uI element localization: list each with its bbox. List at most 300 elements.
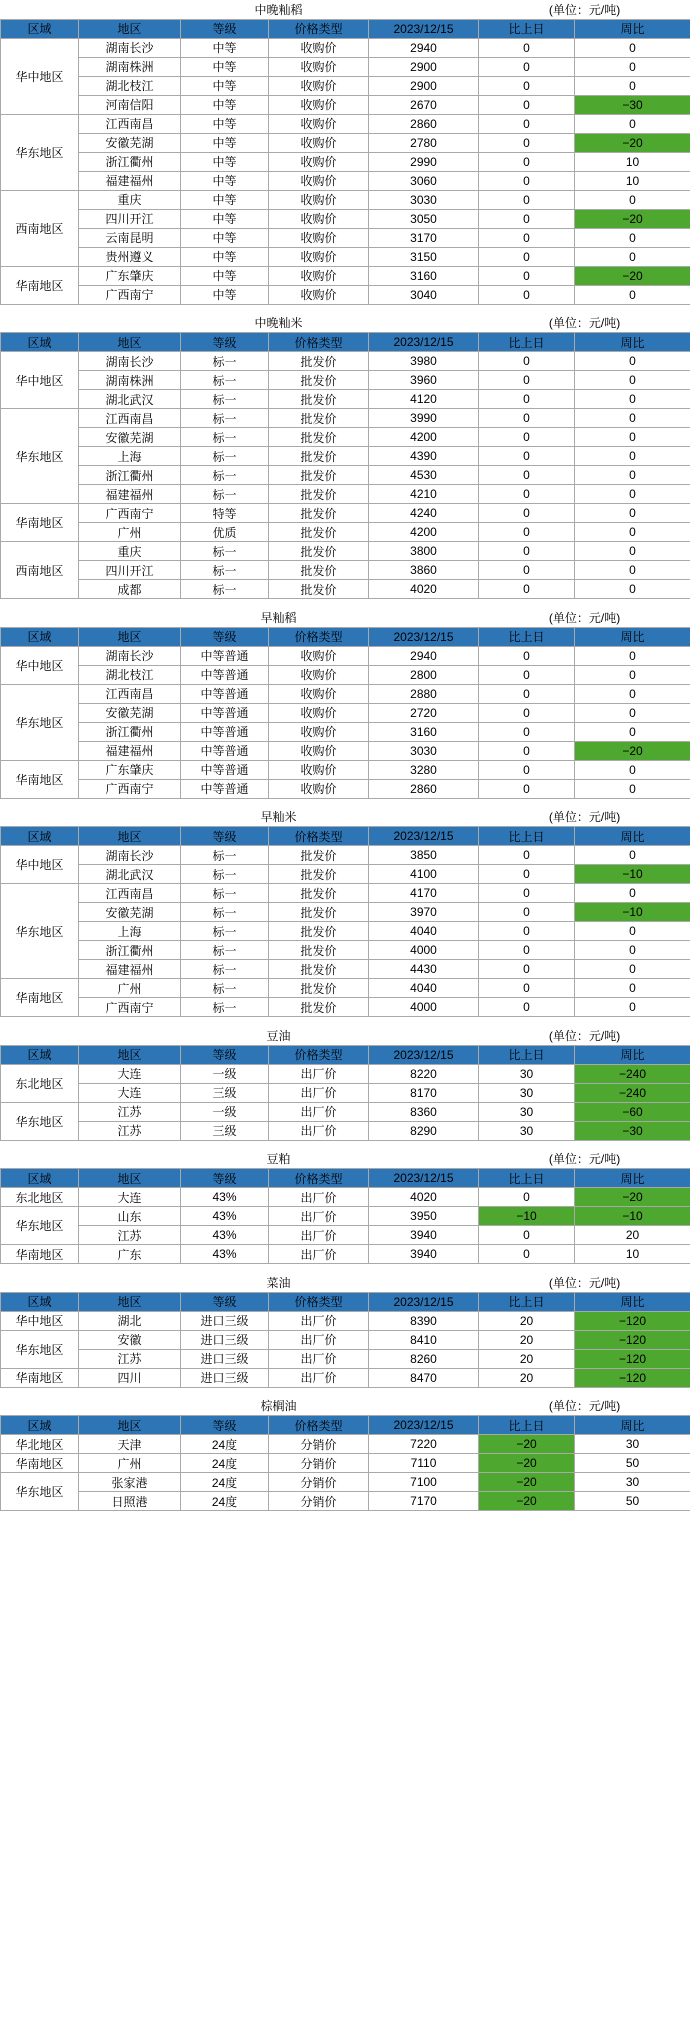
area-cell: 江西南昌 bbox=[79, 409, 181, 428]
price-cell: 3950 bbox=[369, 1207, 479, 1226]
area-cell: 广西南宁 bbox=[79, 504, 181, 523]
table-row bbox=[1, 941, 690, 960]
day-change-cell: 0 bbox=[479, 57, 575, 76]
table-title-row bbox=[1, 808, 690, 827]
column-header: 价格类型 bbox=[269, 1045, 369, 1064]
column-header: 价格类型 bbox=[269, 1416, 369, 1435]
table-row bbox=[1, 133, 690, 152]
price-type-cell: 分销价 bbox=[269, 1435, 369, 1454]
price-cell: 3280 bbox=[369, 760, 479, 779]
price-cell: 4170 bbox=[369, 884, 479, 903]
column-header: 区域 bbox=[1, 1416, 79, 1435]
column-header: 区域 bbox=[1, 1045, 79, 1064]
week-change-cell: 0 bbox=[575, 561, 690, 580]
day-change-cell: 0 bbox=[479, 960, 575, 979]
grade-cell: 一级 bbox=[181, 1064, 269, 1083]
table-row bbox=[1, 846, 690, 865]
price-type-cell: 收购价 bbox=[269, 266, 369, 285]
price-cell: 3150 bbox=[369, 247, 479, 266]
week-change-cell: 0 bbox=[575, 941, 690, 960]
day-change-cell: 0 bbox=[479, 865, 575, 884]
area-cell: 江苏 bbox=[79, 1121, 181, 1140]
column-header: 地区 bbox=[79, 19, 181, 38]
grade-cell: 标一 bbox=[181, 979, 269, 998]
price-type-cell: 批发价 bbox=[269, 865, 369, 884]
table-row bbox=[1, 646, 690, 665]
column-header: 等级 bbox=[181, 827, 269, 846]
week-change-cell: 10 bbox=[575, 152, 690, 171]
area-cell: 湖南长沙 bbox=[79, 352, 181, 371]
table-row bbox=[1, 703, 690, 722]
day-change-cell: 0 bbox=[479, 561, 575, 580]
area-cell: 广东 bbox=[79, 1245, 181, 1264]
day-change-cell: 30 bbox=[479, 1121, 575, 1140]
table-header-row bbox=[1, 1169, 690, 1188]
table-row bbox=[1, 561, 690, 580]
day-change-cell: 0 bbox=[479, 722, 575, 741]
price-cell: 2800 bbox=[369, 665, 479, 684]
region-cell: 华南地区 bbox=[1, 1454, 79, 1473]
table-row bbox=[1, 1083, 690, 1102]
area-cell: 贵州遵义 bbox=[79, 247, 181, 266]
week-change-cell: 0 bbox=[575, 684, 690, 703]
day-change-cell: 0 bbox=[479, 1245, 575, 1264]
grade-cell: 中等 bbox=[181, 171, 269, 190]
grade-cell: 标一 bbox=[181, 561, 269, 580]
price-cell: 4530 bbox=[369, 466, 479, 485]
grade-cell: 三级 bbox=[181, 1083, 269, 1102]
column-header: 地区 bbox=[79, 627, 181, 646]
week-change-cell: 0 bbox=[575, 760, 690, 779]
grade-cell: 进口三级 bbox=[181, 1368, 269, 1387]
price-cell: 2860 bbox=[369, 779, 479, 798]
commodity-title: 菜油 bbox=[266, 1275, 291, 1290]
column-header: 地区 bbox=[79, 333, 181, 352]
table-row bbox=[1, 779, 690, 798]
grade-cell: 中等 bbox=[181, 152, 269, 171]
table-row bbox=[1, 1207, 690, 1226]
column-header: 周比 bbox=[575, 627, 690, 646]
commodity-title: 豆油 bbox=[266, 1028, 291, 1043]
price-type-cell: 批发价 bbox=[269, 998, 369, 1017]
table-row bbox=[1, 1121, 690, 1140]
area-cell: 湖南株洲 bbox=[79, 371, 181, 390]
price-type-cell: 收购价 bbox=[269, 285, 369, 304]
area-cell: 安徽芜湖 bbox=[79, 428, 181, 447]
week-change-cell: 30 bbox=[575, 1473, 690, 1492]
week-change-cell: −20 bbox=[575, 741, 690, 760]
table-row bbox=[1, 665, 690, 684]
region-cell: 华南地区 bbox=[1, 760, 79, 798]
week-change-cell: 0 bbox=[575, 466, 690, 485]
grade-cell: 标一 bbox=[181, 485, 269, 504]
price-type-cell: 出厂价 bbox=[269, 1102, 369, 1121]
price-type-cell: 收购价 bbox=[269, 114, 369, 133]
region-cell: 华中地区 bbox=[1, 1311, 79, 1330]
day-change-cell: 0 bbox=[479, 979, 575, 998]
column-header: 区域 bbox=[1, 1292, 79, 1311]
price-cell: 4020 bbox=[369, 580, 479, 599]
column-header: 地区 bbox=[79, 1292, 181, 1311]
day-change-cell: 0 bbox=[479, 38, 575, 57]
area-cell: 湖北枝江 bbox=[79, 665, 181, 684]
table-row bbox=[1, 884, 690, 903]
price-type-cell: 批发价 bbox=[269, 580, 369, 599]
region-cell: 华南地区 bbox=[1, 1368, 79, 1387]
column-header: 周比 bbox=[575, 1045, 690, 1064]
title-spacer bbox=[1, 1397, 79, 1416]
commodity-title: 中晚籼米 bbox=[254, 316, 303, 331]
week-change-cell: −120 bbox=[575, 1330, 690, 1349]
column-header: 比上日 bbox=[479, 19, 575, 38]
week-change-cell: 0 bbox=[575, 38, 690, 57]
table-row bbox=[1, 390, 690, 409]
price-cell: 3030 bbox=[369, 741, 479, 760]
week-change-cell: −240 bbox=[575, 1064, 690, 1083]
grade-cell: 标一 bbox=[181, 865, 269, 884]
title-spacer bbox=[1, 0, 79, 19]
week-change-cell: −20 bbox=[575, 1188, 690, 1207]
grade-cell: 24度 bbox=[181, 1435, 269, 1454]
area-cell: 湖北 bbox=[79, 1311, 181, 1330]
price-type-cell: 收购价 bbox=[269, 190, 369, 209]
table-title-row bbox=[1, 1273, 690, 1292]
table-row bbox=[1, 580, 690, 599]
price-type-cell: 批发价 bbox=[269, 960, 369, 979]
price-cell: 3160 bbox=[369, 266, 479, 285]
column-header: 价格类型 bbox=[269, 627, 369, 646]
week-change-cell: 0 bbox=[575, 504, 690, 523]
day-change-cell: 20 bbox=[479, 1368, 575, 1387]
column-header: 区域 bbox=[1, 627, 79, 646]
area-cell: 广州 bbox=[79, 523, 181, 542]
week-change-cell: −10 bbox=[575, 1207, 690, 1226]
table-row bbox=[1, 266, 690, 285]
price-cell: 2900 bbox=[369, 57, 479, 76]
grade-cell: 中等 bbox=[181, 114, 269, 133]
day-change-cell: 0 bbox=[479, 1226, 575, 1245]
price-type-cell: 批发价 bbox=[269, 447, 369, 466]
price-type-cell: 批发价 bbox=[269, 561, 369, 580]
region-cell: 华南地区 bbox=[1, 1245, 79, 1264]
day-change-cell: 0 bbox=[479, 133, 575, 152]
area-cell: 安徽芜湖 bbox=[79, 703, 181, 722]
day-change-cell: 0 bbox=[479, 266, 575, 285]
price-type-cell: 出厂价 bbox=[269, 1083, 369, 1102]
week-change-cell: 0 bbox=[575, 884, 690, 903]
day-change-cell: 0 bbox=[479, 285, 575, 304]
grade-cell: 24度 bbox=[181, 1473, 269, 1492]
table-row bbox=[1, 371, 690, 390]
table-row bbox=[1, 722, 690, 741]
grade-cell: 一级 bbox=[181, 1102, 269, 1121]
week-change-cell: 0 bbox=[575, 409, 690, 428]
price-type-cell: 出厂价 bbox=[269, 1064, 369, 1083]
price-type-cell: 出厂价 bbox=[269, 1245, 369, 1264]
area-cell: 福建福州 bbox=[79, 485, 181, 504]
price-cell: 3800 bbox=[369, 542, 479, 561]
region-cell: 华东地区 bbox=[1, 1330, 79, 1368]
price-type-cell: 出厂价 bbox=[269, 1226, 369, 1245]
day-change-cell: 0 bbox=[479, 247, 575, 266]
grade-cell: 标一 bbox=[181, 447, 269, 466]
week-change-cell: 0 bbox=[575, 485, 690, 504]
area-cell: 福建福州 bbox=[79, 741, 181, 760]
price-type-cell: 收购价 bbox=[269, 247, 369, 266]
table-row bbox=[1, 760, 690, 779]
column-header: 区域 bbox=[1, 19, 79, 38]
grade-cell: 43% bbox=[181, 1245, 269, 1264]
area-cell: 山东 bbox=[79, 1207, 181, 1226]
day-change-cell: 0 bbox=[479, 171, 575, 190]
table-row bbox=[1, 485, 690, 504]
week-change-cell: 0 bbox=[575, 228, 690, 247]
grade-cell: 中等 bbox=[181, 266, 269, 285]
table-row bbox=[1, 1435, 690, 1454]
week-change-cell: −60 bbox=[575, 1102, 690, 1121]
day-change-cell: 30 bbox=[479, 1102, 575, 1121]
column-header: 区域 bbox=[1, 1169, 79, 1188]
table-row bbox=[1, 903, 690, 922]
column-header: 地区 bbox=[79, 1416, 181, 1435]
price-type-cell: 出厂价 bbox=[269, 1188, 369, 1207]
column-header: 比上日 bbox=[479, 1169, 575, 1188]
region-cell: 华中地区 bbox=[1, 646, 79, 684]
price-cell: 3860 bbox=[369, 561, 479, 580]
area-cell: 河南信阳 bbox=[79, 95, 181, 114]
grade-cell: 标一 bbox=[181, 922, 269, 941]
price-type-cell: 批发价 bbox=[269, 523, 369, 542]
day-change-cell: −20 bbox=[479, 1492, 575, 1511]
commodity-table bbox=[0, 0, 690, 305]
area-cell: 四川开江 bbox=[79, 561, 181, 580]
table-row bbox=[1, 998, 690, 1017]
day-change-cell: 0 bbox=[479, 352, 575, 371]
area-cell: 上海 bbox=[79, 922, 181, 941]
price-cell: 7220 bbox=[369, 1435, 479, 1454]
table-row bbox=[1, 542, 690, 561]
title-spacer bbox=[1, 1150, 79, 1169]
price-type-cell: 收购价 bbox=[269, 665, 369, 684]
price-cell: 8410 bbox=[369, 1330, 479, 1349]
price-cell: 4210 bbox=[369, 485, 479, 504]
unit-label: (单位：元/吨) bbox=[548, 1028, 621, 1043]
region-cell: 华中地区 bbox=[1, 38, 79, 114]
column-header: 周比 bbox=[575, 19, 690, 38]
week-change-cell: 0 bbox=[575, 352, 690, 371]
week-change-cell: 10 bbox=[575, 1245, 690, 1264]
price-cell: 4020 bbox=[369, 1188, 479, 1207]
price-type-cell: 批发价 bbox=[269, 941, 369, 960]
unit-label: (单位：元/吨) bbox=[548, 316, 621, 331]
price-type-cell: 出厂价 bbox=[269, 1207, 369, 1226]
column-header: 价格类型 bbox=[269, 19, 369, 38]
column-header: 周比 bbox=[575, 1169, 690, 1188]
grade-cell: 标一 bbox=[181, 580, 269, 599]
day-change-cell: 0 bbox=[479, 504, 575, 523]
week-change-cell: 0 bbox=[575, 114, 690, 133]
table-row bbox=[1, 466, 690, 485]
column-header: 比上日 bbox=[479, 1292, 575, 1311]
table-row bbox=[1, 1102, 690, 1121]
table-row bbox=[1, 285, 690, 304]
price-cell: 2990 bbox=[369, 152, 479, 171]
area-cell: 广西南宁 bbox=[79, 779, 181, 798]
region-cell: 华东地区 bbox=[1, 684, 79, 760]
price-cell: 2880 bbox=[369, 684, 479, 703]
table-row bbox=[1, 114, 690, 133]
day-change-cell: 0 bbox=[479, 703, 575, 722]
price-type-cell: 收购价 bbox=[269, 76, 369, 95]
column-header: 等级 bbox=[181, 1045, 269, 1064]
grade-cell: 标一 bbox=[181, 352, 269, 371]
price-cell: 2670 bbox=[369, 95, 479, 114]
column-header: 比上日 bbox=[479, 1045, 575, 1064]
area-cell: 广西南宁 bbox=[79, 998, 181, 1017]
price-type-cell: 收购价 bbox=[269, 152, 369, 171]
grade-cell: 标一 bbox=[181, 884, 269, 903]
table-row bbox=[1, 1311, 690, 1330]
week-change-cell: 50 bbox=[575, 1492, 690, 1511]
region-cell: 西南地区 bbox=[1, 190, 79, 266]
table-header-row bbox=[1, 1045, 690, 1064]
price-type-cell: 批发价 bbox=[269, 485, 369, 504]
price-cell: 3050 bbox=[369, 209, 479, 228]
area-cell: 湖北武汉 bbox=[79, 390, 181, 409]
column-header: 2023/12/15 bbox=[369, 1045, 479, 1064]
week-change-cell: 0 bbox=[575, 665, 690, 684]
region-cell: 东北地区 bbox=[1, 1064, 79, 1102]
unit-label: (单位：元/吨) bbox=[548, 2, 621, 17]
grade-cell: 标一 bbox=[181, 371, 269, 390]
day-change-cell: 0 bbox=[479, 779, 575, 798]
week-change-cell: 0 bbox=[575, 960, 690, 979]
area-cell: 湖北枝江 bbox=[79, 76, 181, 95]
week-change-cell: −240 bbox=[575, 1083, 690, 1102]
day-change-cell: 0 bbox=[479, 447, 575, 466]
price-type-cell: 收购价 bbox=[269, 779, 369, 798]
price-cell: 2860 bbox=[369, 114, 479, 133]
price-type-cell: 批发价 bbox=[269, 371, 369, 390]
title-spacer bbox=[1, 314, 79, 333]
price-cell: 2900 bbox=[369, 76, 479, 95]
price-cell: 7110 bbox=[369, 1454, 479, 1473]
day-change-cell: 0 bbox=[479, 684, 575, 703]
area-cell: 江苏 bbox=[79, 1102, 181, 1121]
price-type-cell: 分销价 bbox=[269, 1492, 369, 1511]
day-change-cell: 30 bbox=[479, 1064, 575, 1083]
price-cell: 4430 bbox=[369, 960, 479, 979]
table-row bbox=[1, 1330, 690, 1349]
price-cell: 4040 bbox=[369, 922, 479, 941]
day-change-cell: −20 bbox=[479, 1435, 575, 1454]
region-cell: 华东地区 bbox=[1, 1473, 79, 1511]
day-change-cell: −20 bbox=[479, 1473, 575, 1492]
price-cell: 4000 bbox=[369, 941, 479, 960]
day-change-cell: 20 bbox=[479, 1311, 575, 1330]
grade-cell: 中等普通 bbox=[181, 684, 269, 703]
day-change-cell: 0 bbox=[479, 409, 575, 428]
area-cell: 安徽芜湖 bbox=[79, 903, 181, 922]
grade-cell: 中等 bbox=[181, 57, 269, 76]
grade-cell: 中等 bbox=[181, 190, 269, 209]
area-cell: 四川开江 bbox=[79, 209, 181, 228]
day-change-cell: 0 bbox=[479, 846, 575, 865]
price-cell: 7100 bbox=[369, 1473, 479, 1492]
area-cell: 大连 bbox=[79, 1188, 181, 1207]
price-cell: 4040 bbox=[369, 979, 479, 998]
column-header: 地区 bbox=[79, 1045, 181, 1064]
column-header: 比上日 bbox=[479, 827, 575, 846]
week-change-cell: 0 bbox=[575, 979, 690, 998]
grade-cell: 中等 bbox=[181, 209, 269, 228]
grade-cell: 中等普通 bbox=[181, 760, 269, 779]
grade-cell: 中等 bbox=[181, 38, 269, 57]
price-cell: 4000 bbox=[369, 998, 479, 1017]
column-header: 周比 bbox=[575, 1292, 690, 1311]
column-header: 2023/12/15 bbox=[369, 1292, 479, 1311]
table-row bbox=[1, 247, 690, 266]
grade-cell: 标一 bbox=[181, 409, 269, 428]
column-header: 地区 bbox=[79, 1169, 181, 1188]
week-change-cell: −20 bbox=[575, 133, 690, 152]
price-type-cell: 批发价 bbox=[269, 504, 369, 523]
table-row bbox=[1, 741, 690, 760]
price-cell: 8390 bbox=[369, 1311, 479, 1330]
price-cell: 8470 bbox=[369, 1368, 479, 1387]
grade-cell: 标一 bbox=[181, 960, 269, 979]
table-row bbox=[1, 190, 690, 209]
day-change-cell: 0 bbox=[479, 371, 575, 390]
table-title-row bbox=[1, 1026, 690, 1045]
table-row bbox=[1, 409, 690, 428]
table-row bbox=[1, 922, 690, 941]
area-cell: 日照港 bbox=[79, 1492, 181, 1511]
area-cell: 广西南宁 bbox=[79, 285, 181, 304]
price-cell: 3940 bbox=[369, 1245, 479, 1264]
grade-cell: 进口三级 bbox=[181, 1349, 269, 1368]
region-cell: 华南地区 bbox=[1, 504, 79, 542]
title-spacer bbox=[1, 808, 79, 827]
table-row bbox=[1, 152, 690, 171]
price-type-cell: 批发价 bbox=[269, 884, 369, 903]
table-header-row bbox=[1, 333, 690, 352]
week-change-cell: 0 bbox=[575, 285, 690, 304]
grade-cell: 中等普通 bbox=[181, 646, 269, 665]
area-cell: 江苏 bbox=[79, 1349, 181, 1368]
table-row bbox=[1, 1064, 690, 1083]
week-change-cell: 0 bbox=[575, 76, 690, 95]
column-header: 周比 bbox=[575, 827, 690, 846]
grade-cell: 中等 bbox=[181, 247, 269, 266]
region-cell: 华东地区 bbox=[1, 114, 79, 190]
region-cell: 华中地区 bbox=[1, 846, 79, 884]
day-change-cell: 0 bbox=[479, 76, 575, 95]
area-cell: 大连 bbox=[79, 1083, 181, 1102]
region-cell: 华东地区 bbox=[1, 409, 79, 504]
unit-label: (单位：元/吨) bbox=[548, 1152, 621, 1167]
price-cell: 3960 bbox=[369, 371, 479, 390]
region-cell: 东北地区 bbox=[1, 1188, 79, 1207]
commodity-table bbox=[0, 1150, 690, 1265]
week-change-cell: −30 bbox=[575, 1121, 690, 1140]
price-cell: 3170 bbox=[369, 228, 479, 247]
column-header: 2023/12/15 bbox=[369, 19, 479, 38]
column-header: 价格类型 bbox=[269, 827, 369, 846]
grade-cell: 43% bbox=[181, 1226, 269, 1245]
commodity-table bbox=[0, 608, 690, 799]
day-change-cell: 0 bbox=[479, 665, 575, 684]
